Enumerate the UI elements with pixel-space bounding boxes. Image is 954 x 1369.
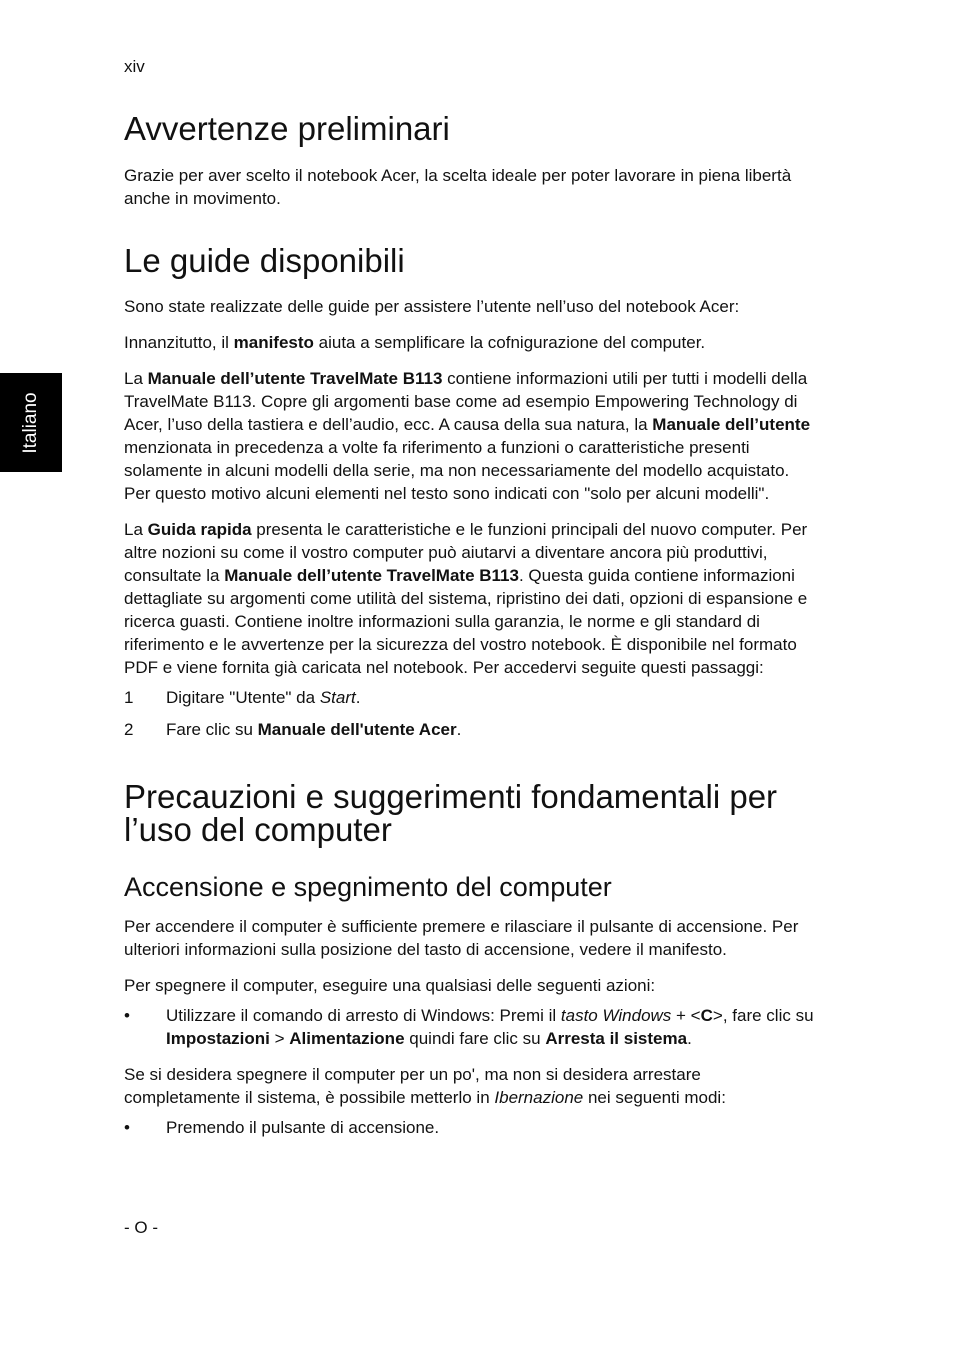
hibernate-paragraph <box>124 1063 814 1109</box>
power-on-paragraph: Per accendere il computer è sufficiente premere e rilasciare il pulsante di accensione. Per ulteriori informazioni sulla posizione del tasto di accensione, vedere il manifesto. <box>124 917 799 959</box>
bold-term: Alimentazione <box>289 1029 405 1048</box>
text: nei seguenti modi: <box>583 1088 726 1107</box>
language-side-tab <box>0 373 62 472</box>
bullet-text <box>166 1004 814 1050</box>
quick-guide-paragraph <box>124 518 814 679</box>
heading-precauzioni <box>124 780 814 846</box>
text: aiuta a semplificare la cofnigurazione del computer. <box>313 333 706 352</box>
text: presenta le caratteristiche e le funzioni principali del nuovo computer. Per altre nozioni su come il vostro computer può aiutarvi a diventare ancora più produttivi, consultate la <box>124 520 808 585</box>
text: Fare clic su <box>166 720 258 739</box>
bold-term: C <box>700 1006 713 1025</box>
bold-term: Guida rapida <box>147 520 252 539</box>
heading-line: l’uso del computer <box>124 811 392 848</box>
bold-term: manifesto <box>233 333 314 352</box>
text: contiene informazioni utili per tutti i modelli della TravelMate B113. Copre gli argomenti base come ad esempio Empowering Technology di Acer, l’uso della tastiera e dell’audio, ecc. A causa della sua natura, la <box>124 369 808 434</box>
heading-guide: Le guide disponibili <box>124 242 405 279</box>
side-tab-label: Italiano <box>20 392 41 454</box>
heading-avvertenze: Avvertenze preliminari <box>124 110 450 147</box>
numbered-step <box>124 686 814 709</box>
text: . <box>687 1029 692 1048</box>
bold-term: Manuale dell'utente Acer <box>257 720 457 739</box>
guides-intro-paragraph: Sono state realizzate delle guide per assistere l’utente nell’uso del notebook Acer: <box>124 297 740 316</box>
bold-term: Arresta il sistema <box>545 1029 688 1048</box>
heading-line: Precauzioni e suggerimenti fondamentali per <box>124 778 778 815</box>
text: La <box>124 369 148 388</box>
manifesto-paragraph <box>124 331 814 354</box>
text: La <box>124 520 148 539</box>
text: Se si desidera spegnere il computer per un po', ma non si desidera arrestare completamente il sistema, è possibile metterlo in <box>124 1065 701 1107</box>
text: Utilizzare il comando di arresto di Windows: Premi il <box>166 1006 561 1025</box>
italic-term: Start <box>319 688 356 707</box>
bullet-item <box>124 1004 814 1050</box>
text: + < <box>671 1006 701 1025</box>
text: > <box>269 1029 290 1048</box>
bold-term: Manuale dell’utente TravelMate B113 <box>224 566 519 585</box>
user-manual-paragraph <box>124 367 814 505</box>
step-number: 2 <box>124 720 134 739</box>
text: . <box>456 720 462 739</box>
page-number: xiv <box>124 57 145 76</box>
bullet-mark: • <box>124 1006 130 1025</box>
intro-paragraph: Grazie per aver scelto il notebook Acer, la scelta ideale per poter lavorare in piena libertà anche in movimento. <box>124 166 792 208</box>
italic-term: tasto Windows <box>560 1006 672 1025</box>
bullet-mark: • <box>124 1118 130 1137</box>
content <box>124 112 814 1148</box>
numbered-step <box>124 718 814 741</box>
bold-term: Impostazioni <box>166 1029 270 1048</box>
step-number: 1 <box>124 688 134 707</box>
step-text <box>166 718 814 741</box>
text: >, fare clic su <box>712 1006 814 1025</box>
bold-term: Manuale dell’utente TravelMate B113 <box>147 369 443 388</box>
text: menzionata in precedenza a volte fa riferimento a funzioni o caratteristiche presenti solamente in alcuni modelli della serie, ma non necessariamente del modello acquistato. Per questo motivo alcuni elementi nel testo sono indicati con "solo per alcuni modelli". <box>124 438 790 503</box>
text: Innanzitutto, il <box>124 333 234 352</box>
subheading-accensione: Accensione e spegnimento del computer <box>124 872 612 902</box>
footer-marker: - O - <box>124 1218 158 1237</box>
bullet-text: Premendo il pulsante di accensione. <box>166 1118 440 1137</box>
bold-term: Manuale dell’utente <box>652 415 811 434</box>
text: . <box>355 688 361 707</box>
text: quindi fare clic su <box>404 1029 546 1048</box>
power-off-intro-paragraph: Per spegnere il computer, eseguire una qualsiasi delle seguenti azioni: <box>124 976 656 995</box>
text: . Questa guida contiene informazioni dettagliate su argomenti come utilità del sistema, ripristino dei dati, opzioni di espansione e ricerca guasti. Contiene inoltre informazioni sulla garanzia, le norme e gli standard di riferimento e le avvertenze per la sicurezza del vostro notebook. È disponibile nel formato PDF e viene fornita già caricata nel notebook. Per accedervi seguite questi passaggi: <box>124 566 808 677</box>
text: Digitare "Utente" da <box>166 688 320 707</box>
step-text <box>166 686 814 709</box>
bullet-item <box>124 1116 814 1139</box>
italic-term: Ibernazione <box>494 1088 584 1107</box>
